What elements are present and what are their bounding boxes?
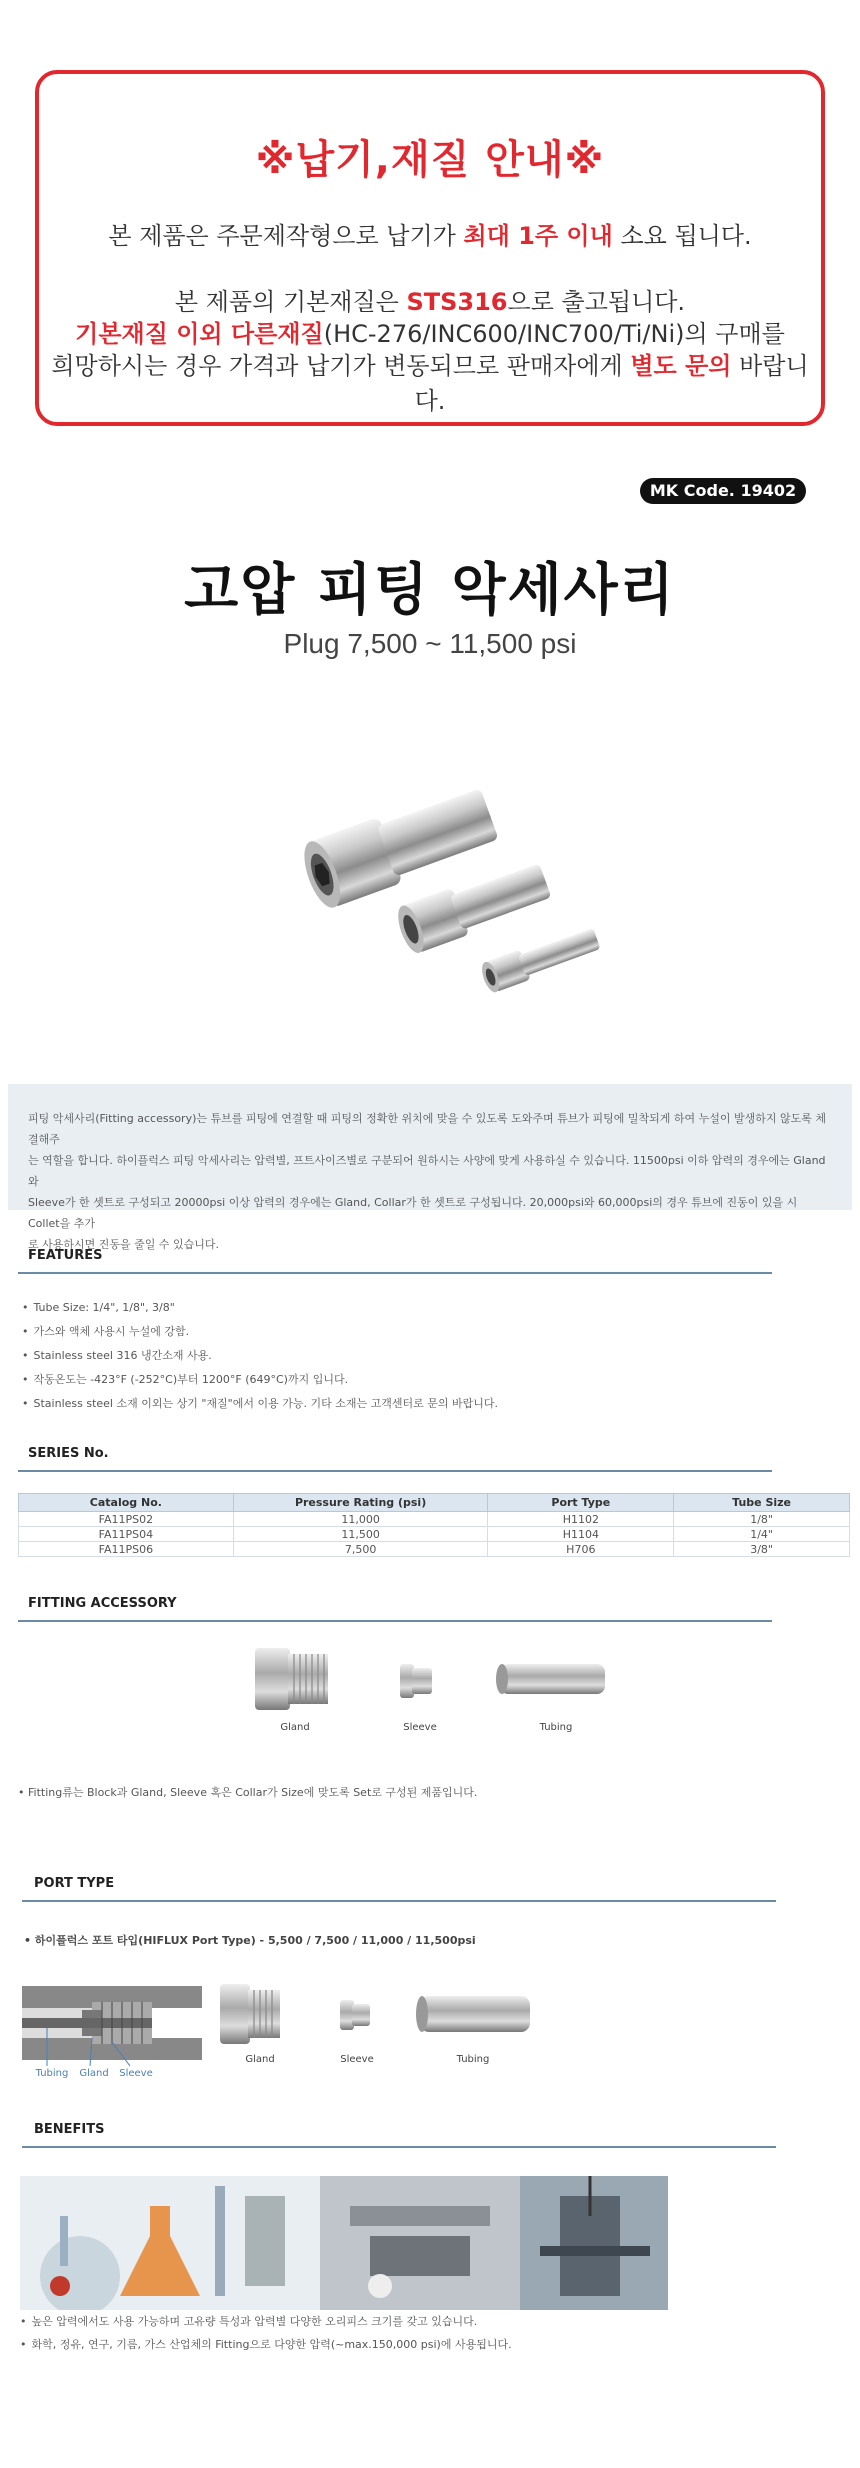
page-title: 고압 피팅 악세사리: [184, 558, 676, 623]
tubing-part: [496, 1664, 605, 1694]
feature-item: • 가스와 액체 사용시 누설에 강함.: [22, 1320, 782, 1344]
description-line: 로 사용하시면 진동을 줄일 수 있습니다.: [28, 1238, 219, 1251]
table-cell: H706: [488, 1542, 674, 1557]
mk-code-badge: MK Code. 19402: [640, 478, 806, 504]
table-cell: 7,500: [233, 1542, 488, 1557]
diagram-label-sleeve: Sleeve: [119, 2068, 153, 2079]
features-heading: FEATURES: [28, 1248, 103, 1263]
fitting-heading: FITTING ACCESSORY: [28, 1596, 177, 1611]
port-type-subheading: • 하이플럭스 포트 타입(HIFLUX Port Type) - 5,500 / 7,500 / 11,000 / 11,500psi: [24, 1934, 476, 1947]
gland-part: [255, 1648, 328, 1710]
diagram-label-tubing: Tubing: [35, 2068, 69, 2079]
sleeve-part: [400, 1664, 432, 1698]
product-image: [255, 760, 615, 1000]
table-cell: FA11PS02: [19, 1512, 234, 1527]
feature-item: • 작동온도는 -423°F (-252°C)부터 1200°F (649°C)까지 입니다.: [22, 1368, 782, 1392]
description-line: Sleeve가 한 셋트로 구성되고 20000psi 이상 압력의 경우에는 Gland, Collar가 한 셋트로 구성됩니다. 20,000psi와 60,000psi의 경우 튜브에 진동이 있을 시 Collet을 추가: [28, 1196, 798, 1230]
description-line: 피팅 악세사리(Fitting accessory)는 튜브를 피팅에 연결할 때 피팅의 정확한 위치에 맞을 수 있도록 도와주며 튜브가 피팅에 밀착되게 하여 누설이 발생하지 않도록 체결해주: [28, 1112, 826, 1146]
benefits-heading: BENEFITS: [34, 2122, 105, 2137]
feature-item: • Stainless steel 소재 이외는 상기 "재질"에서 이용 가능. 기타 소재는 고객센터로 문의 바랍니다.: [22, 1392, 782, 1416]
table-row: [19, 1512, 850, 1527]
port-type-heading: PORT TYPE: [34, 1876, 115, 1891]
description-line: 는 역할을 합니다. 하이플럭스 피팅 악세사리는 압력별, 프트사이즈별로 구분되어 원하시는 사양에 맞게 사용하실 수 있습니다. 11500psi 이하 압력의 경우에는 Gland와: [28, 1154, 826, 1188]
series-heading: SERIES No.: [28, 1446, 109, 1461]
table-cell: H1104: [488, 1527, 674, 1542]
feature-item: • Tube Size: 1/4", 1/8", 3/8": [22, 1296, 782, 1320]
notice-title: ※납기,재질 안내※: [255, 137, 605, 183]
fitting-parts-image: [250, 1640, 610, 1720]
benefits-photo-strip: [20, 2176, 668, 2310]
table-cell: 11,500: [233, 1527, 488, 1542]
section-divider: [22, 2146, 776, 2148]
page-subtitle: Plug 7,500 ~ 11,500 psi: [283, 628, 577, 659]
column-header: Port Type: [488, 1494, 674, 1512]
feature-item: • Stainless steel 316 냉간소재 사용.: [22, 1344, 782, 1368]
description-panel: [8, 1084, 852, 1251]
section-divider: [18, 1470, 772, 1472]
section-divider: [18, 1272, 772, 1274]
port-cross-section-diagram: [22, 1980, 202, 2070]
gland-label: Gland: [280, 1722, 310, 1733]
column-header: Catalog No.: [19, 1494, 234, 1512]
section-divider: [22, 1900, 776, 1902]
features-list: [22, 1296, 782, 1416]
benefits-list: [20, 2310, 512, 2356]
table-cell: 1/8": [674, 1512, 850, 1527]
notice-line-1: 본 제품은 주문제작형으로 납기가 최대 1주 이내 소요 됩니다.: [108, 222, 752, 250]
notice-box: [35, 70, 825, 426]
table-cell: H1102: [488, 1512, 674, 1527]
notice-line-2: 본 제품의 기본재질은 STS316으로 출고됩니다.: [174, 288, 686, 316]
benefit-item: • 화학, 정유, 연구, 기름, 가스 산업체의 Fitting으로 다양한 압력(~max.150,000 psi)에 사용됩니다.: [20, 2333, 512, 2356]
table-header-row: [19, 1494, 850, 1512]
series-table: [18, 1493, 850, 1557]
table-cell: 1/4": [674, 1527, 850, 1542]
table-cell: 3/8": [674, 1542, 850, 1557]
notice-line-4: 희망하시는 경우 가격과 납기가 변동되므로 판매자에게 별도 문의 바랍니다.: [51, 352, 809, 415]
port-sleeve-label: Sleeve: [340, 2054, 374, 2065]
port-gland-label: Gland: [245, 2054, 275, 2065]
table-row: [19, 1542, 850, 1557]
sleeve-label: Sleeve: [403, 1722, 437, 1733]
table-cell: FA11PS04: [19, 1527, 234, 1542]
table-row: [19, 1527, 850, 1542]
column-header: Tube Size: [674, 1494, 850, 1512]
port-tubing-label: Tubing: [456, 2054, 490, 2065]
benefit-item: • 높은 압력에서도 사용 가능하며 고유량 특성과 압력별 다양한 오리피스 크기를 갖고 있습니다.: [20, 2310, 512, 2333]
tubing-label: Tubing: [539, 1722, 573, 1733]
section-divider: [18, 1620, 772, 1622]
fitting-note: • Fitting류는 Block과 Gland, Sleeve 혹은 Collar가 Size에 맞도록 Set로 구성된 제품입니다.: [18, 1786, 478, 1799]
table-cell: 11,000: [233, 1512, 488, 1527]
notice-line-3: 기본재질 이외 다른재질(HC-276/INC600/INC700/Ti/Ni)의 구매를: [75, 320, 785, 348]
column-header: Pressure Rating (psi): [233, 1494, 488, 1512]
port-parts-image: [215, 1980, 535, 2050]
diagram-label-gland: Gland: [79, 2068, 109, 2079]
table-cell: FA11PS06: [19, 1542, 234, 1557]
